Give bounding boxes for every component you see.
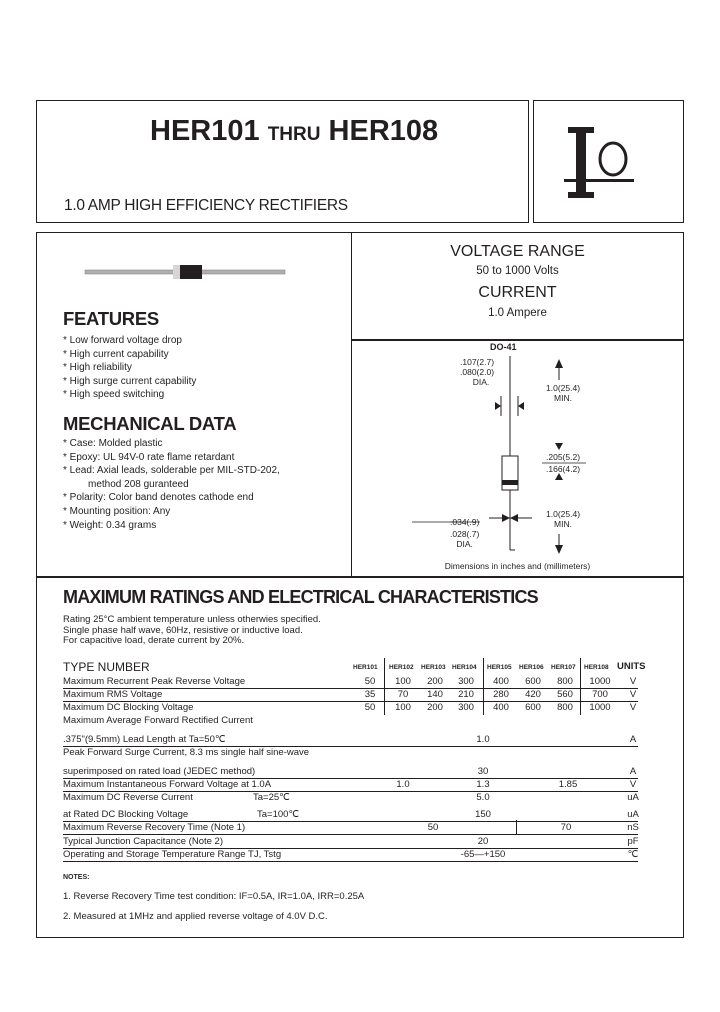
cell-value: 50	[364, 676, 376, 687]
cell-value: 70	[560, 822, 572, 833]
part-start: HER101	[150, 115, 260, 147]
cell-value: 560	[557, 689, 573, 700]
cell-value: 600	[525, 676, 541, 687]
section-divider	[37, 576, 683, 578]
cell-condition: Ta=100℃	[257, 809, 300, 820]
feature-item: * Low forward voltage drop	[63, 335, 182, 346]
lead-length-bottom-dimension	[546, 509, 580, 529]
cell-value: 280	[493, 689, 509, 700]
row-label: Typical Junction Capacitance (Note 2)	[63, 836, 223, 847]
voltage-range-heading: VOLTAGE RANGE	[450, 243, 585, 260]
column-header-her106: HER106	[519, 664, 544, 671]
column-header-her102: HER102	[389, 664, 414, 671]
column-header-her104: HER104	[452, 664, 477, 671]
spec-divider	[352, 339, 683, 341]
table-row	[63, 821, 638, 834]
wire-diameter-dimension	[450, 517, 479, 549]
row-label: Maximum Recurrent Peak Reverse Voltage	[63, 676, 246, 687]
cell-value: 1000	[589, 702, 611, 713]
dim-label: MIN.	[554, 393, 572, 403]
cell-value: 50	[427, 822, 439, 833]
row-label: Maximum RMS Voltage	[63, 689, 163, 700]
feature-item: * High surge current capability	[63, 375, 197, 387]
dim-value: 1.0(25.4)	[546, 383, 581, 393]
cell-value: 50	[364, 702, 376, 713]
table-row	[63, 746, 638, 759]
cell-unit: pF	[627, 836, 639, 847]
current-value: 1.0 Ampere	[488, 307, 547, 319]
cell-unit: V	[629, 676, 637, 687]
cell-condition: Ta=25℃	[253, 792, 290, 803]
ratings-heading: MAXIMUM RATINGS AND ELECTRICAL CHARACTERISTICS	[63, 587, 538, 607]
condition-line: Rating 25°C ambient temperature unless otherwies specified.	[63, 614, 321, 625]
table-row	[63, 791, 638, 804]
table-row	[63, 714, 638, 727]
thru-label: THRU	[267, 124, 321, 145]
brand-logo-icon	[533, 100, 684, 223]
feature-item: * High current capability	[63, 348, 169, 360]
table-row	[63, 688, 638, 701]
condition-line: For capacitive load, derate current by 20%.	[63, 635, 245, 646]
cell-unit: uA	[627, 792, 639, 803]
type-number-header: TYPE NUMBER	[63, 660, 150, 674]
cell-value: 210	[458, 689, 474, 700]
cell-value: 35	[364, 689, 376, 700]
product-subtitle: 1.0 AMP HIGH EFFICIENCY RECTIFIERS	[64, 197, 348, 214]
table-row	[63, 835, 638, 848]
cell-value: 70	[397, 689, 409, 700]
cell-unit: uA	[627, 809, 639, 820]
row-divider	[63, 861, 638, 862]
mechanical-list	[63, 437, 280, 532]
ratings-conditions	[63, 615, 321, 647]
dim-top: .034(.9)	[450, 517, 480, 527]
row-label: superimposed on rated load (JEDEC method)	[63, 766, 256, 777]
dimension-caption: Dimensions in inches and (millimeters)	[444, 561, 591, 571]
row-label: Maximum Reverse Recovery Time (Note 1)	[63, 822, 246, 833]
cell-value: 700	[592, 689, 608, 700]
cell-value: 300	[458, 702, 474, 713]
body-length-dimension	[546, 452, 580, 474]
mechanical-heading: MECHANICAL DATA	[63, 413, 237, 434]
cell-value: 100	[395, 676, 411, 687]
table-row	[63, 808, 638, 821]
units-header: UNITS	[617, 661, 646, 672]
condition-line: Single phase half wave, 60Hz, resistive or inductive load.	[63, 624, 303, 636]
features-heading: FEATURES	[63, 308, 159, 329]
row-label: Peak Forward Surge Current, 8.3 ms single half sine-wave	[63, 747, 310, 758]
cell-value: 420	[525, 689, 541, 700]
cell-value: 800	[557, 702, 573, 713]
dim-label: DIA.	[456, 539, 473, 549]
mechanical-item: * Weight: 0.34 grams	[63, 519, 157, 531]
cell-value: -65—+150	[460, 849, 506, 860]
lead-diameter-dimension	[460, 357, 494, 387]
table-row-continued	[63, 733, 638, 746]
lead-length-top-dimension	[546, 383, 580, 403]
cell-value: 200	[427, 702, 443, 713]
package-dimension-drawing-icon	[352, 352, 682, 562]
note-item: 2. Measured at 1MHz and applied reverse voltage of 4.0V D.C.	[63, 911, 328, 922]
row-label: Maximum Average Forward Rectified Current	[63, 715, 253, 726]
table-row	[63, 848, 638, 861]
current-heading: CURRENT	[478, 284, 557, 301]
column-header-her103: HER103	[421, 664, 446, 671]
logo-box	[533, 100, 684, 223]
cell-value: 5.0	[476, 792, 490, 803]
cell-value: 400	[493, 702, 509, 713]
page-title	[150, 115, 438, 148]
row-label: Maximum Instantaneous Forward Voltage at 1.0A	[63, 779, 272, 790]
cell-value: 200	[427, 676, 443, 687]
cell-unit: V	[629, 689, 637, 700]
column-header-her107: HER107	[551, 664, 576, 671]
row-label: Maximum DC Blocking Voltage	[63, 702, 194, 713]
mechanical-item: * Lead: Axial leads, solderable per MIL-STD-202,	[63, 465, 280, 477]
dim-bottom: .028(.7)	[450, 529, 480, 539]
dim-bottom: .080(2.0)	[460, 367, 495, 377]
cell-unit: V	[629, 779, 637, 790]
cell-value: 140	[427, 689, 443, 700]
feature-item: * High reliability	[63, 362, 132, 374]
cell-unit: V	[629, 702, 637, 713]
dim-bottom: .166(4.2)	[546, 464, 581, 474]
table-row	[63, 778, 638, 791]
package-name: DO-41	[490, 342, 517, 352]
mechanical-item: * Case: Molded plastic	[63, 438, 163, 449]
column-header-her105: HER105	[487, 664, 512, 671]
voltage-range-value: 50 to 1000 Volts	[476, 265, 559, 277]
features-list	[63, 334, 196, 402]
cell-unit: A	[629, 734, 637, 745]
cell-value: 400	[493, 676, 509, 687]
mechanical-item: method 208 guranteed	[63, 478, 189, 490]
cell-value: 1.0	[476, 734, 490, 745]
cell-value: 30	[477, 766, 489, 777]
feature-item: * High speed switching	[63, 389, 165, 401]
mechanical-item: * Mounting position: Any	[63, 505, 171, 517]
column-header-her108: HER108	[584, 664, 609, 671]
row-label: Operating and Storage Temperature Range TJ, Tstg	[63, 849, 282, 860]
table-row	[63, 675, 638, 688]
dim-label: MIN.	[554, 519, 572, 529]
row-label: Maximum DC Reverse Current	[63, 792, 193, 803]
cell-value: 1000	[589, 676, 611, 687]
cell-value: 150	[475, 809, 491, 820]
cell-value: 1.85	[558, 779, 578, 790]
cell-unit: A	[629, 766, 637, 777]
dim-top: .107(2.7)	[460, 357, 495, 367]
cell-unit: ℃	[627, 849, 639, 860]
dim-value: 1.0(25.4)	[546, 509, 581, 519]
cell-value: 600	[525, 702, 541, 713]
table-row-continued	[63, 765, 638, 778]
cell-value: 1.3	[476, 779, 490, 790]
cell-unit: nS	[627, 822, 639, 833]
mechanical-item: * Polarity: Color band denotes cathode end	[63, 492, 254, 504]
row-label: .375"(9.5mm) Lead Length at Ta=50℃	[63, 734, 226, 745]
dim-label: DIA.	[472, 377, 490, 387]
cell-value: 300	[458, 676, 474, 687]
part-end: HER108	[328, 115, 439, 147]
row-label: at Rated DC Blocking Voltage	[63, 809, 189, 820]
column-header-her101: HER101	[353, 664, 378, 671]
note-item: 1. Reverse Recovery Time test condition: IF=0.5A, IR=1.0A, IRR=0.25A	[63, 891, 365, 902]
cell-value: 1.0	[396, 779, 410, 790]
dim-top: .205(5.2)	[546, 452, 581, 462]
diode-image-icon	[80, 262, 290, 282]
mechanical-item: * Epoxy: UL 94V-0 rate flame retardant	[63, 451, 235, 463]
table-row	[63, 701, 638, 714]
cell-value: 100	[395, 702, 411, 713]
cell-value: 800	[557, 676, 573, 687]
cell-value: 20	[477, 836, 489, 847]
notes-heading: NOTES:	[63, 874, 90, 881]
